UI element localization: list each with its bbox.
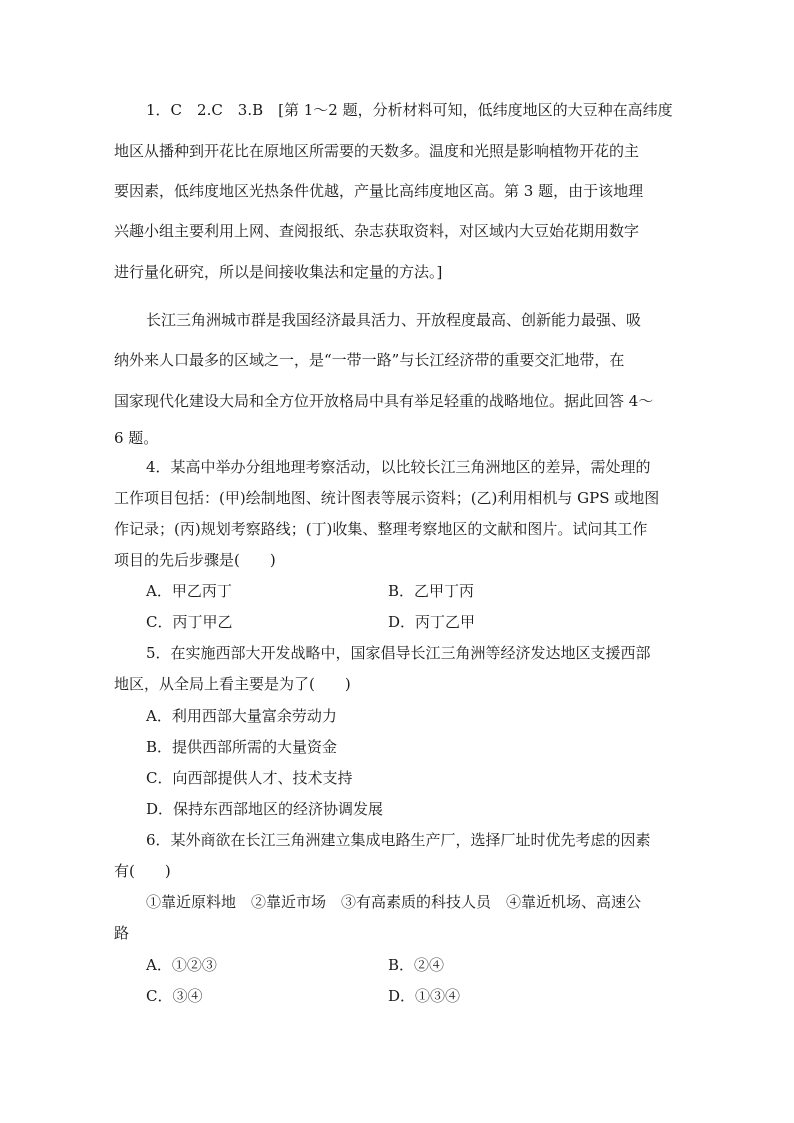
q4-stem-line-4: 项目的先后步骤是( ) bbox=[114, 551, 276, 569]
q4-stem-line-2: 工作项目包括：(甲)绘制地图、统计图表等展示资料；(乙)利用相机与 GPS 或地图 bbox=[114, 489, 660, 507]
q5-option-b: B．提供西部所需的大量资金 bbox=[146, 738, 338, 756]
q5-stem-line-1: 5．在实施西部大开发战略中，国家倡导长江三角洲等经济发达地区支援西部 bbox=[146, 644, 651, 662]
answer-line-5: 进行量化研究，所以是间接收集法和定量的方法。] bbox=[114, 263, 443, 281]
q6-stem-line-1: 6．某外商欲在长江三角洲建立集成电路生产厂，选择厂址时优先考虑的因素 bbox=[146, 831, 651, 849]
passage-line-2: 纳外来人口最多的区域之一，是“一带一路”与长江经济带的重要交汇地带，在 bbox=[114, 351, 625, 369]
q5-option-c: C．向西部提供人才、技术支持 bbox=[146, 769, 353, 787]
answer-line-1: 1．C 2.C 3.B [第 1～2 题，分析材料可知，低纬度地区的大豆种在高纬度 bbox=[146, 101, 673, 119]
passage-line-1: 长江三角洲城市群是我国经济最具活力、开放程度最高、创新能力最强、吸 bbox=[146, 311, 642, 329]
q4-option-c: C．丙丁甲乙 bbox=[146, 613, 233, 631]
q5-stem-line-2: 地区，从全局上看主要是为了( ) bbox=[114, 675, 351, 693]
q6-stem-line-2: 有( ) bbox=[114, 862, 171, 880]
q5-option-a: A．利用西部大量富余劳动力 bbox=[146, 707, 337, 725]
answer-line-2: 地区从播种到开花比在原地区所需要的天数多。温度和光照是影响植物开花的主 bbox=[114, 142, 640, 160]
q6-option-c: C．③④ bbox=[146, 987, 203, 1005]
q4-option-a: A．甲乙丙丁 bbox=[146, 582, 232, 600]
q6-option-d: D．①③④ bbox=[388, 987, 461, 1005]
q4-option-d: D．丙丁乙甲 bbox=[388, 613, 476, 631]
q6-choices-line-2: 路 bbox=[114, 924, 130, 942]
q6-choices-line-1: ①靠近原料地 ②靠近市场 ③有高素质的科技人员 ④靠近机场、高速公 bbox=[146, 893, 642, 911]
q4-stem-line-1: 4．某高中举办分组地理考察活动，以比较长江三角洲地区的差异，需处理的 bbox=[146, 458, 651, 476]
q5-option-d: D．保持东西部地区的经济协调发展 bbox=[146, 800, 384, 818]
q6-option-a: A．①②③ bbox=[146, 956, 217, 974]
q4-option-b: B．乙甲丁丙 bbox=[388, 582, 475, 600]
passage-line-3: 国家现代化建设大局和全方位开放格局中具有举足轻重的战略地位。据此回答 4～ bbox=[114, 392, 654, 410]
answer-line-3: 要因素，低纬度地区光热条件优越，产量比高纬度地区高。第 3 题，由于该地理 bbox=[114, 182, 644, 200]
passage-line-4: 6 题。 bbox=[114, 429, 159, 447]
q6-option-b: B．②④ bbox=[388, 956, 445, 974]
q4-stem-line-3: 作记录；(丙)规划考察路线；(丁)收集、整理考察地区的文献和图片。试问其工作 bbox=[114, 520, 648, 538]
answer-line-4: 兴趣小组主要利用上网、查阅报纸、杂志获取资料，对区域内大豆始花期用数字 bbox=[114, 222, 640, 240]
